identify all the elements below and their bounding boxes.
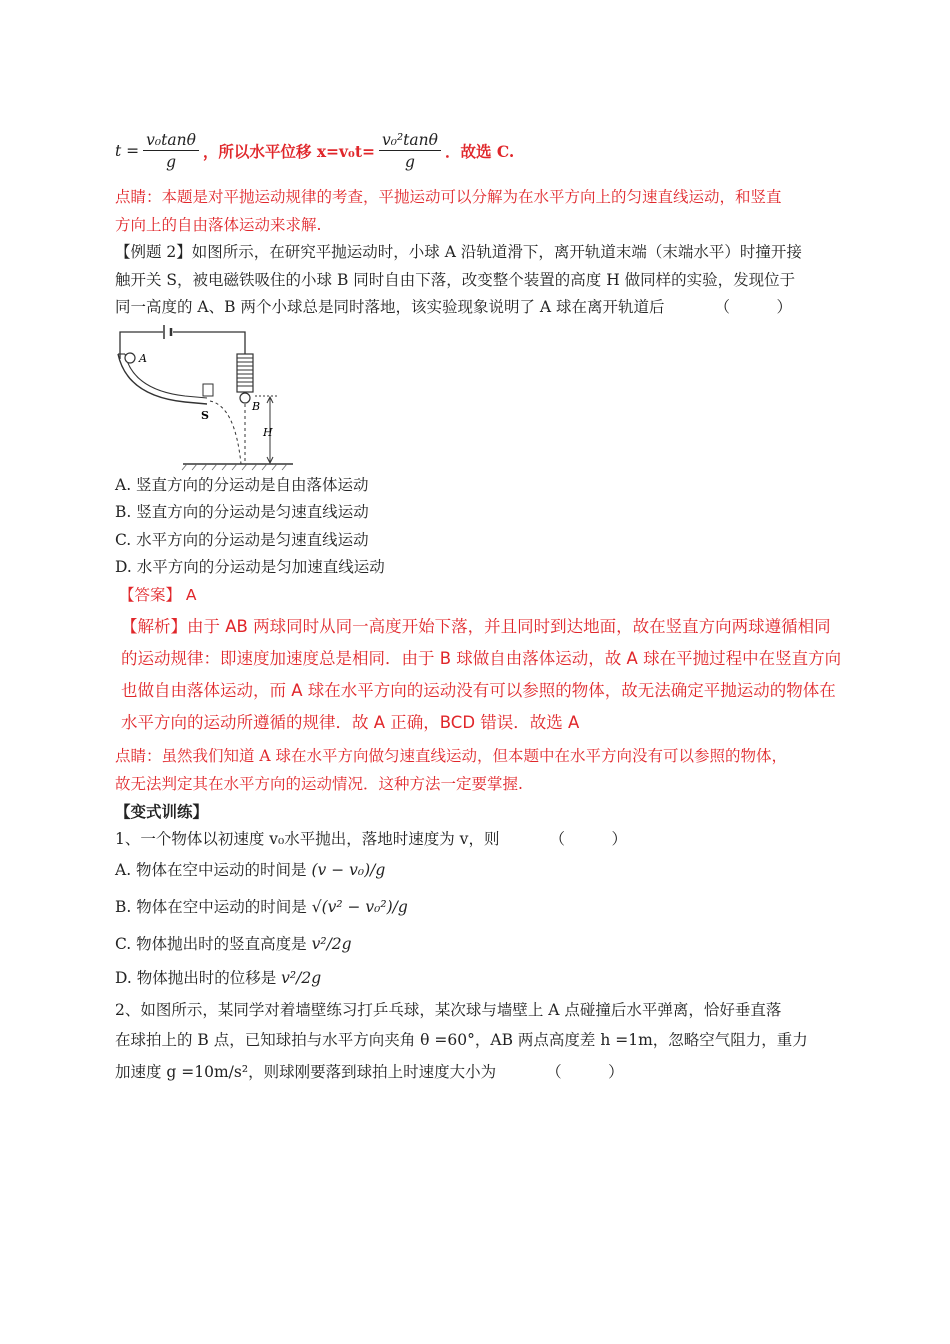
jiexi-line4: 水平方向的运动所遵循的规律．故 A 正确，BCD 错误．故选 A bbox=[121, 713, 580, 732]
dianjing1-line2: 方向上的自由落体运动来求解. bbox=[115, 215, 322, 234]
formula-mid: ，所以水平位移 x=v₀t= bbox=[202, 142, 375, 161]
q2-line3-text: 加速度 g =10m/s²，则球刚要落到球拍上时速度大小为 bbox=[115, 1063, 497, 1081]
formula-line bbox=[115, 120, 850, 182]
q2-line1: 2、如图所示，某同学对着墙壁练习打乒乓球，某次球与墙壁上 A 点碰撞后水平弹离，恰好垂直落 bbox=[115, 1001, 782, 1019]
q1-option-a bbox=[115, 853, 850, 887]
q2-line3 bbox=[115, 1055, 850, 1089]
q1-option-b-math: √(v² − v₀²)/g bbox=[311, 898, 408, 916]
q1-stem bbox=[115, 826, 850, 854]
ball-a bbox=[125, 353, 135, 363]
label-s: S bbox=[201, 408, 209, 422]
x-fraction bbox=[379, 130, 441, 173]
apparatus-diagram bbox=[115, 324, 295, 472]
x-numerator: v₀²tanθ bbox=[379, 130, 441, 151]
trajectory-a bbox=[210, 401, 241, 464]
t-denominator: g bbox=[166, 152, 176, 171]
q1-stem-text: 1、一个物体以初速度 v₀水平抛出，落地时速度为 v，则 bbox=[115, 829, 500, 848]
q1-option-c bbox=[115, 927, 850, 961]
x-denominator: g bbox=[405, 152, 415, 171]
label-b: B bbox=[252, 399, 261, 413]
dianjing1-line1: 点睛：本题是对平抛运动规律的考查，平抛运动可以分解为在水平方向上的匀速直线运动，和竖直 bbox=[115, 188, 782, 206]
switch-s bbox=[203, 384, 213, 396]
apparatus-figure bbox=[115, 324, 295, 472]
label-a: A bbox=[139, 351, 147, 365]
q1-option-c-text: C. 物体抛出时的竖直高度是 bbox=[115, 935, 307, 953]
q1-option-d bbox=[115, 961, 850, 995]
q1-option-a-math: (v − v₀)/g bbox=[311, 861, 386, 879]
q1-option-b bbox=[115, 887, 850, 927]
q1-option-d-text: D. 物体抛出时的位移是 bbox=[115, 969, 277, 987]
jiexi-block bbox=[115, 611, 850, 739]
example2-line2: 触开关 S，被电磁铁吸住的小球 B 同时自由下落，改变整个装置的高度 H 做同样的实验，发现位于 bbox=[115, 270, 796, 289]
t-fraction bbox=[143, 130, 199, 173]
option-c: C. 水平方向的分运动是匀速直线运动 bbox=[115, 530, 369, 549]
example2-line3 bbox=[115, 294, 850, 322]
formula-end: ．故选 C. bbox=[444, 142, 515, 161]
q1-paren: （ ） bbox=[549, 829, 627, 848]
ball-b bbox=[240, 393, 250, 403]
q2-paren: （ ） bbox=[546, 1063, 624, 1081]
t-numerator: v₀tanθ bbox=[143, 130, 199, 151]
dianjing2-line1: 点睛：虽然我们知道 A 球在水平方向做匀速直线运动，但本题中在水平方向没有可以参照的物体， bbox=[115, 747, 788, 765]
q1-option-a-text: A. 物体在空中运动的时间是 bbox=[115, 861, 307, 879]
ground-hatch bbox=[182, 464, 287, 470]
q1-option-d-math: v²/2g bbox=[281, 969, 322, 987]
q2-line2: 在球拍上的 B 点，已知球拍与水平方向夹角 θ =60°，AB 两点高度差 h =1m，忽略空气阻力，重力 bbox=[115, 1031, 808, 1049]
document-page bbox=[115, 120, 850, 1089]
jiexi-line3: 也做自由落体运动，而 A 球在水平方向的运动没有可以参照的物体，故无法确定平抛运动的物体在 bbox=[121, 681, 836, 700]
label-h: H bbox=[263, 425, 273, 439]
q1-option-c-math: v²/2g bbox=[311, 935, 352, 953]
track-inner bbox=[125, 351, 207, 398]
bianshi-title: 【变式训练】 bbox=[115, 802, 209, 821]
example2-line1: 【例题 2】如图所示，在研究平抛运动时，小球 A 沿轨道滑下，离开轨道末端（末端水平）时撞开接 bbox=[115, 243, 802, 261]
t-lhs: t = bbox=[115, 142, 140, 160]
option-a: A. 竖直方向的分运动是自由落体运动 bbox=[115, 475, 369, 494]
q1-option-b-text: B. 物体在空中运动的时间是 bbox=[115, 898, 307, 916]
example2-line3-text: 同一高度的 A、B 两个小球总是同时落地，该实验现象说明了 A 球在离开轨道后 bbox=[115, 298, 665, 316]
answer: 【答案】 A bbox=[119, 585, 197, 604]
option-d: D. 水平方向的分运动是匀加速直线运动 bbox=[115, 558, 385, 576]
option-b: B. 竖直方向的分运动是匀速直线运动 bbox=[115, 503, 369, 521]
jiexi-line2: 的运动规律：即速度加速度总是相同．由于 B 球做自由落体运动，故 A 球在平抛过程中在竖直方向 bbox=[121, 649, 842, 668]
jiexi-line1: 【解析】由于 AB 两球同时从同一高度开始下落，并且同时到达地面，故在竖直方向两球遵循相同 bbox=[121, 617, 831, 636]
dianjing2-line2: 故无法判定其在水平方向的运动情况．这种方法一定要掌握. bbox=[115, 774, 523, 793]
example2-paren: （ ） bbox=[714, 298, 793, 316]
